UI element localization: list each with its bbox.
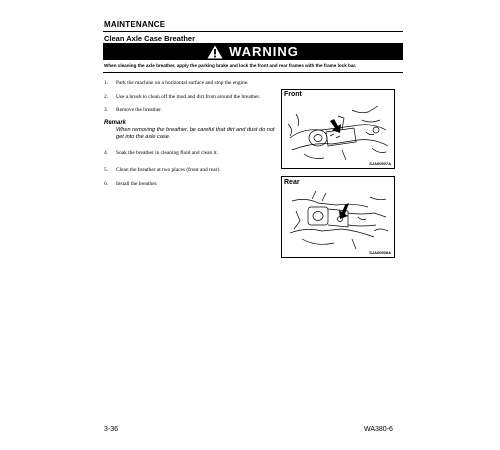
rear-axle-illustration — [282, 177, 394, 257]
figure-code: SJA00908A — [369, 250, 391, 255]
page-number: 3-36 — [104, 426, 119, 433]
step-item — [104, 181, 157, 187]
step-number: 2. — [104, 94, 109, 100]
step-item — [104, 150, 218, 156]
step-item — [104, 80, 248, 86]
figure-label: Rear — [284, 179, 300, 186]
step-item — [104, 94, 260, 100]
warning-triangle-icon — [207, 45, 223, 59]
step-text: Park the machine on a horizontal surface and stop the engine. — [116, 80, 249, 86]
step-text: Install the breather. — [116, 181, 158, 187]
model-number: WA380-6 — [364, 426, 393, 433]
remark-heading: Remark — [104, 120, 127, 126]
step-text: Soak the breather in cleaning fluid and clean it. — [116, 150, 218, 156]
step-text: Use a brush to clean off the mud and dirt from around the breather. — [116, 94, 261, 100]
step-number: 4. — [104, 150, 109, 156]
step-number: 5. — [104, 167, 109, 173]
remark-text: When removing the breather, be careful that dirt and dust do not get into the axle case. — [116, 127, 275, 141]
front-axle-illustration — [282, 90, 394, 168]
page-title: Clean Axle Case Breather — [104, 34, 196, 43]
step-item — [104, 107, 162, 113]
step-text: Remove the breather. — [116, 107, 162, 113]
section-heading: MAINTENANCE — [104, 20, 166, 29]
step-number: 6. — [104, 181, 109, 187]
figure-label: Front — [284, 91, 302, 98]
warning-text: When cleaning the axle breather, apply the parking brake and lock the front and rear frames with the frame lock bar. — [104, 63, 357, 68]
step-text: Clean the breather at two places (front and rear). — [116, 167, 221, 173]
warning-banner — [103, 43, 403, 60]
figure-code: SJA00907A — [369, 161, 391, 166]
warning-word: WARNING — [229, 44, 299, 59]
rear-figure — [281, 176, 395, 258]
step-number: 1. — [104, 80, 109, 86]
front-figure — [281, 89, 395, 169]
warning-rule — [103, 72, 403, 73]
step-item — [104, 167, 221, 173]
step-number: 3. — [104, 107, 109, 113]
header-rule — [103, 31, 403, 32]
